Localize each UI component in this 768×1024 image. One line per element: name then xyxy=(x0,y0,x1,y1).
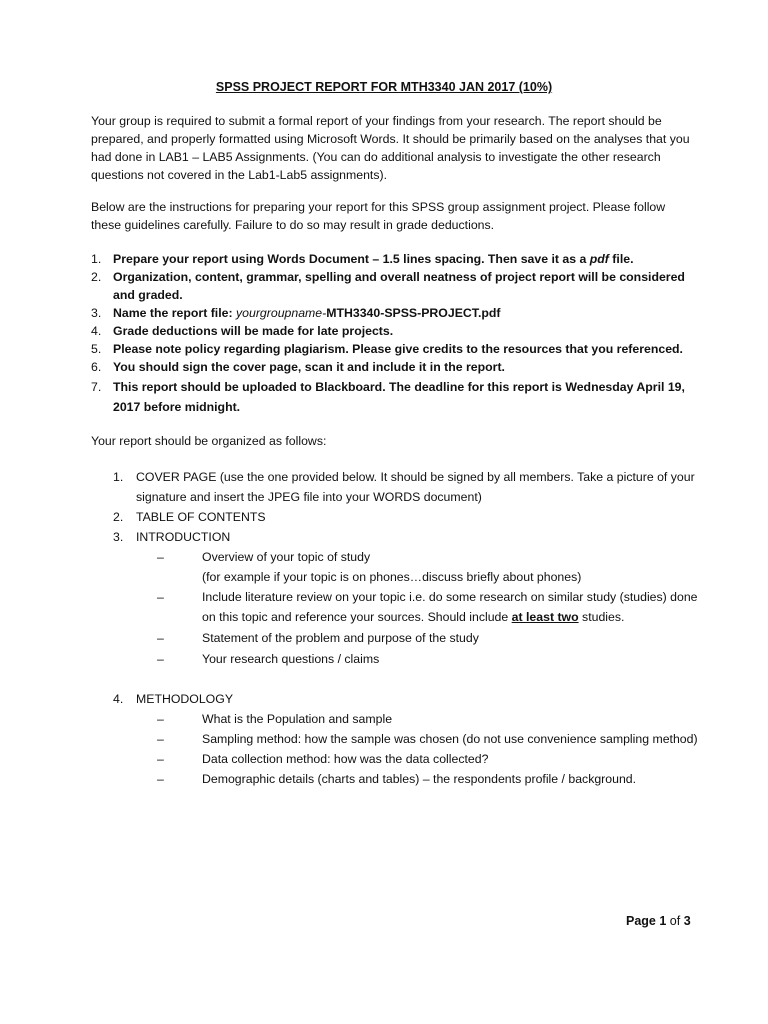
instruction-item: 3. Name the report file: yourgroupname-MTH3340-SPSS-PROJECT.pdf xyxy=(91,306,501,320)
instruction-item: 4. Grade deductions will be made for late projects. xyxy=(91,324,394,338)
page-number: Page 1 of 3 xyxy=(626,914,691,928)
bullet-item: – Data collection method: how was the data collected? xyxy=(113,749,713,769)
instruction-item: 5. Please note policy regarding plagiarism. Please give credits to the resources that you referenced. xyxy=(91,342,683,356)
list-number: 7. xyxy=(91,380,102,394)
outline-item-table-of-contents: 2. TABLE OF CONTENTS xyxy=(113,507,713,527)
at-least-two-emphasis: at least two xyxy=(511,610,579,624)
list-number: 6. xyxy=(91,360,102,374)
dash-bullet: – xyxy=(157,772,164,786)
dash-bullet: – xyxy=(157,712,164,726)
list-number: 2. xyxy=(91,270,102,284)
current-page: 1 xyxy=(659,914,667,928)
dash-bullet: – xyxy=(157,590,164,604)
bullet-item: – What is the Population and sample xyxy=(113,709,713,729)
instruction-item: 2. Organization, content, grammar, spelling and overall neatness of project report will be considered and graded. xyxy=(91,270,685,302)
dash-bullet: – xyxy=(157,550,164,564)
list-number: 3. xyxy=(113,530,124,544)
list-number: 2. xyxy=(113,510,124,524)
bullet-item: – Demographic details (charts and tables) – the respondents profile / background. xyxy=(113,769,713,789)
intro-paragraph: Your group is required to submit a formal report of your findings from your research. The report should be prepared, and properly formatted using Microsoft Words. It should be primarily based on the analyses that you had done in LAB1 – LAB5 Assignments. (You can do additional analysis to investigate the other research questions not covered in the Lab1-Lab5 assignments). xyxy=(91,114,690,182)
blackboard-emphasis: uploaded to Blackboard xyxy=(242,380,383,394)
pdf-emphasis: pdf xyxy=(589,252,609,266)
deadline-emphasis: Wednesday April 19, 2017 before midnight. xyxy=(113,380,685,414)
list-number: 4. xyxy=(91,324,102,338)
instructions-paragraph: Below are the instructions for preparing your report for this SPSS group assignment project. Please follow these guidelines carefully. Failure to do so may result in grade deductions. xyxy=(91,200,666,232)
list-number: 1. xyxy=(113,470,124,484)
instruction-item: 1. Prepare your report using Words Document – 1.5 lines spacing. Then save it as a pdf file. xyxy=(91,252,634,266)
dash-bullet: – xyxy=(157,732,164,746)
report-outline xyxy=(113,467,713,669)
outline-item-cover-page: 1. COVER PAGE (use the one provided below. It should be signed by all members. Take a picture of your signature and insert the JPEG file into your WORDS document) xyxy=(113,467,713,507)
report-title: SPSS PROJECT REPORT FOR MTH3340 JAN 2017 (10%) xyxy=(215,80,553,94)
instructions-list xyxy=(91,250,701,417)
dash-bullet: – xyxy=(157,752,164,766)
list-number: 1. xyxy=(91,252,102,266)
organization-intro: Your report should be organized as follows: xyxy=(91,434,327,448)
list-number: 4. xyxy=(113,692,124,706)
list-number: 3. xyxy=(91,306,102,320)
filename-prefix: yourgroupname- xyxy=(236,306,327,320)
total-pages: 3 xyxy=(683,914,691,928)
bullet-item: – Your research questions / claims xyxy=(113,649,713,669)
dash-bullet: – xyxy=(157,652,164,666)
report-outline-continued xyxy=(113,689,713,789)
outline-item-methodology: 4. METHODOLOGY – What is the Population and sample – Sampling method: how the sample was chosen (do not use convenience sampling method) – Data collection method: how was the data collected? – Demographic details (charts and tables) – the respondents profile / background. xyxy=(113,689,713,789)
instruction-item: 7. This report should be uploaded to Blackboard. The deadline for this report is Wednesday April 19, 2017 before midnight. xyxy=(91,377,701,417)
bullet-item: – Sampling method: how the sample was chosen (do not use convenience sampling method) xyxy=(113,729,713,749)
list-number: 5. xyxy=(91,342,102,356)
introduction-bullets xyxy=(113,547,713,669)
methodology-bullets xyxy=(113,709,713,789)
outline-item-introduction: 3. INTRODUCTION – Overview of your topic of study (for example if your topic is on phones…discuss briefly about phones) – Include literature review on your topic i.e. do some research on similar study (studies) done on this topic and reference your sources. Should include at least two studies. – Statement of the problem and purpose of the study – Your research questions / claims xyxy=(113,527,713,669)
dash-bullet: – xyxy=(157,631,164,645)
instruction-item: 6. You should sign the cover page, scan it and include it in the report. xyxy=(91,360,505,374)
bullet-item: – Statement of the problem and purpose of the study xyxy=(113,628,713,648)
filename: MTH3340-SPSS-PROJECT.pdf xyxy=(326,306,501,320)
bullet-item: – Include literature review on your topic i.e. do some research on similar study (studies) done on this topic and reference your sources. Should include at least two studies. xyxy=(113,587,713,627)
bullet-item: – Overview of your topic of study (for example if your topic is on phones…discuss briefly about phones) xyxy=(113,547,713,587)
